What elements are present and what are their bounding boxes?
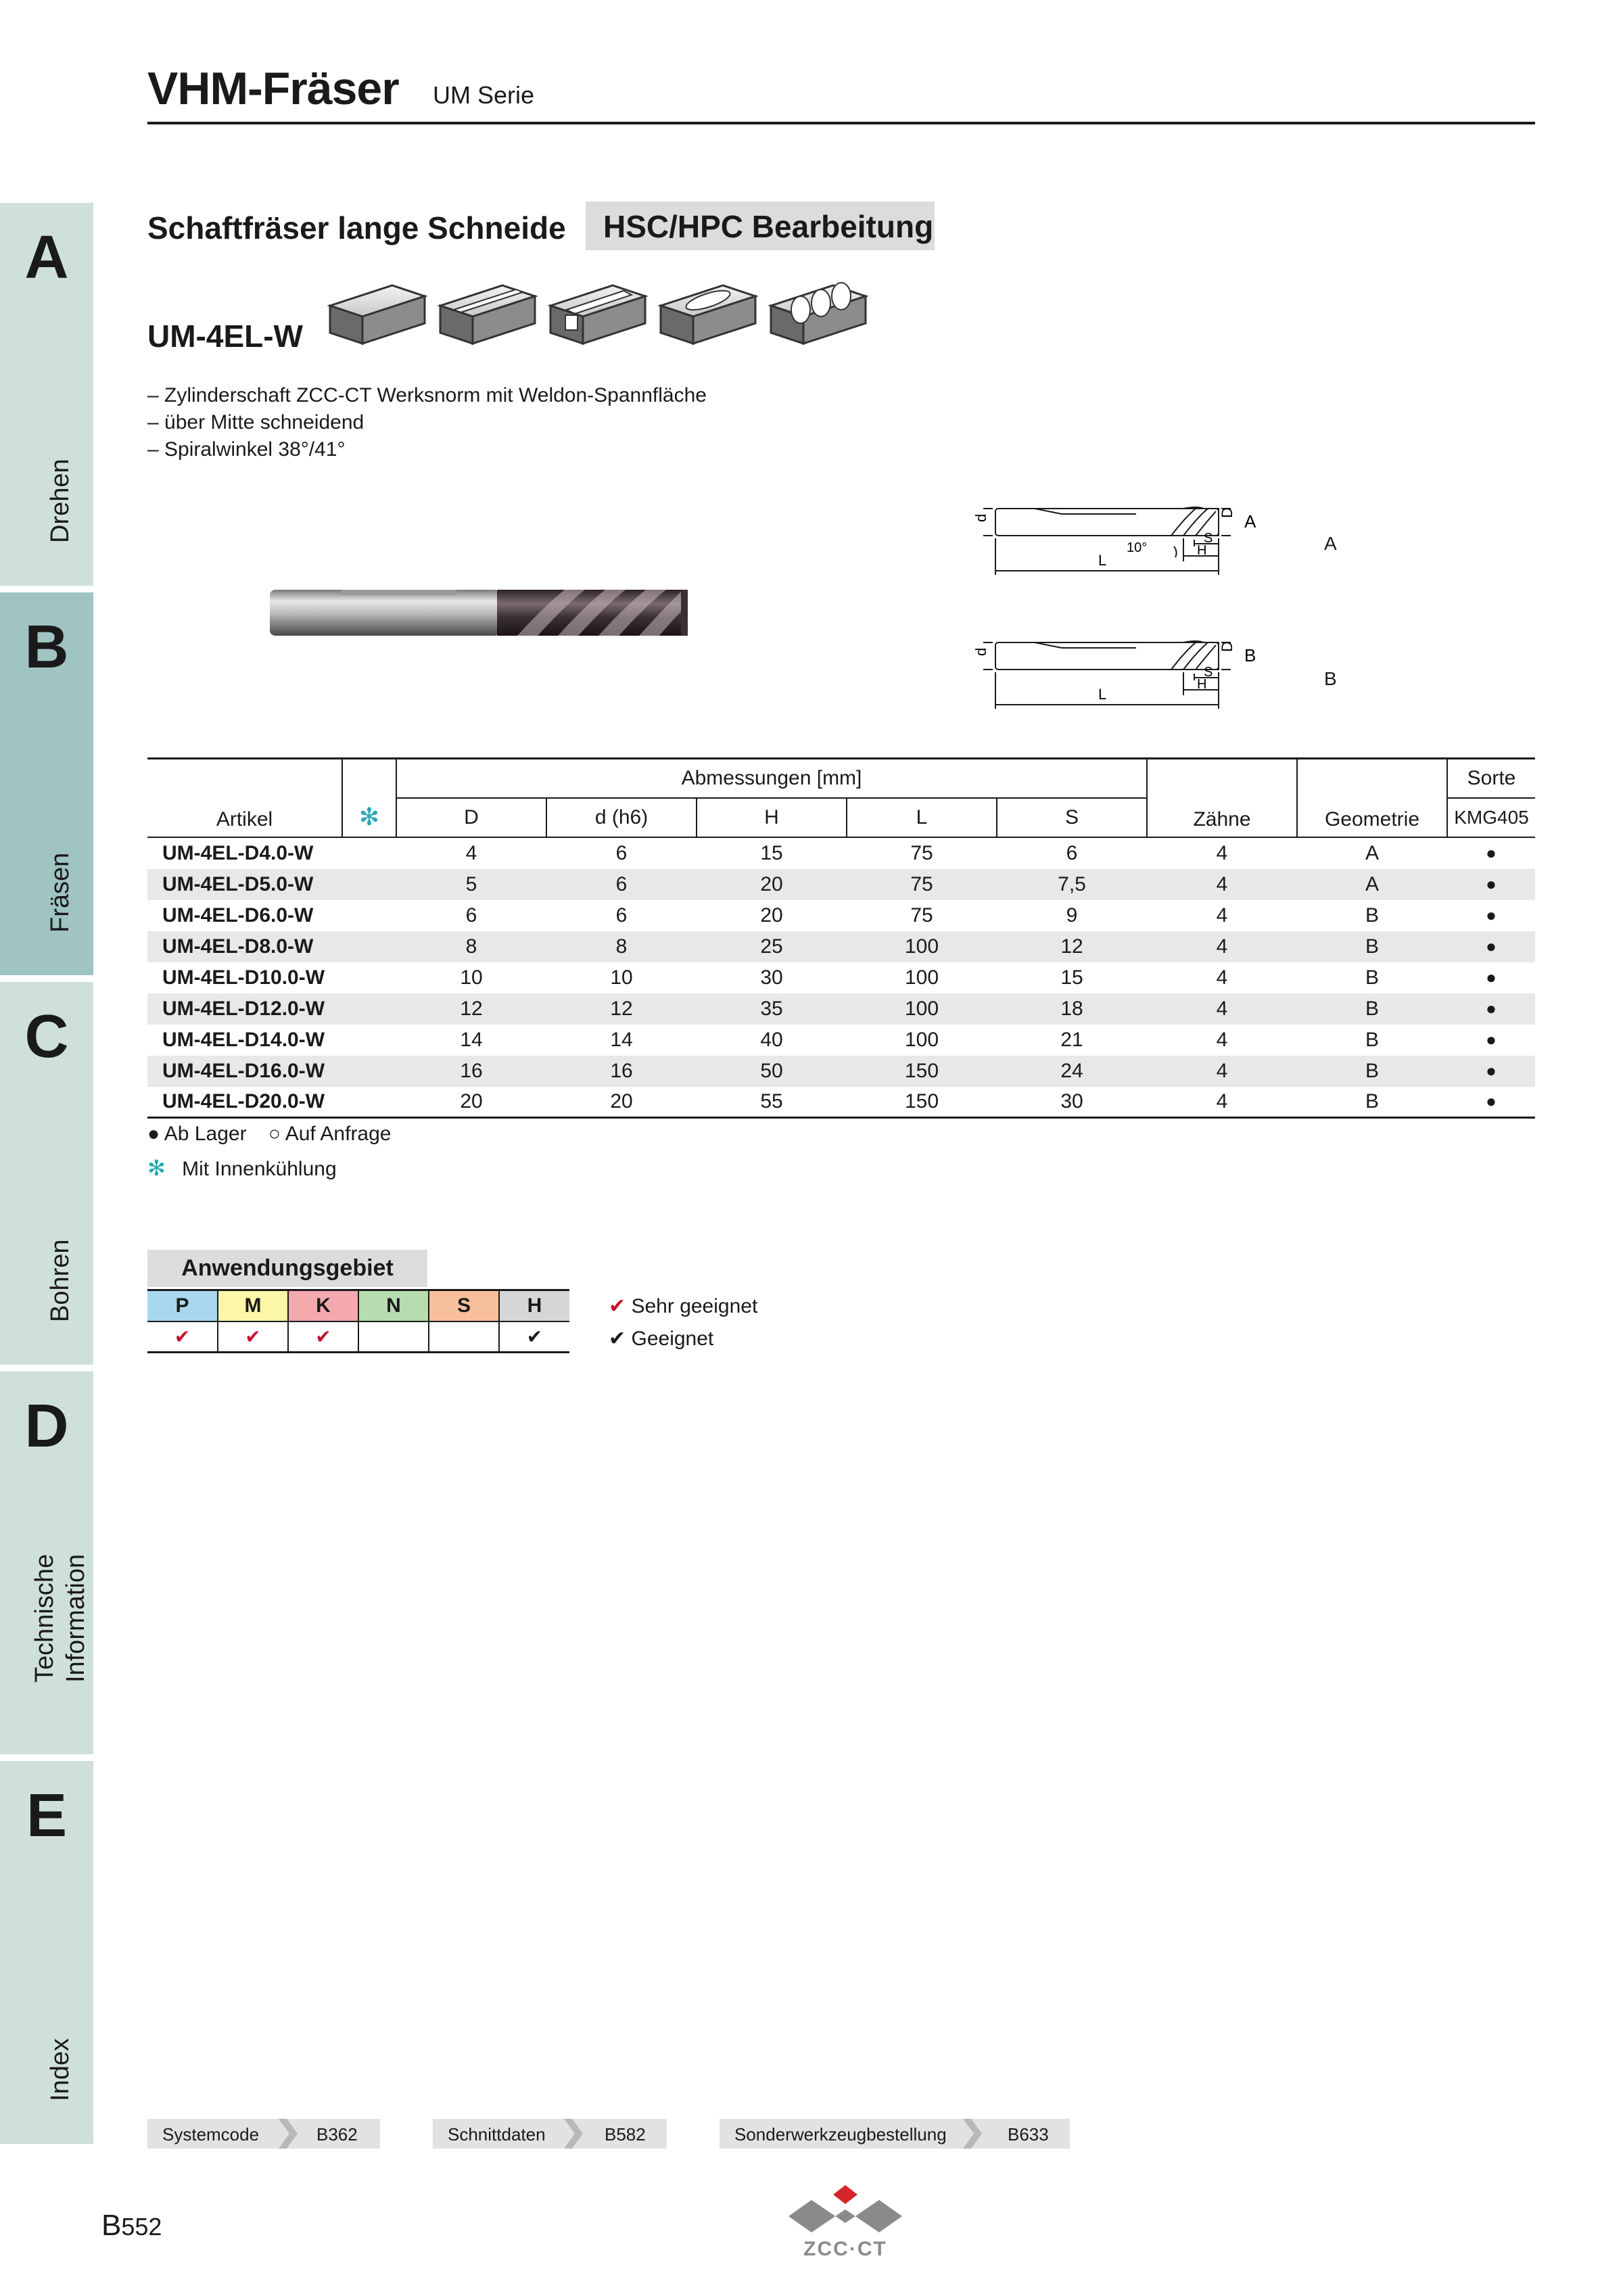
check-black-icon: ✔ <box>609 1328 626 1350</box>
tab-letter: B <box>24 613 69 681</box>
dim-D: D <box>1219 507 1236 518</box>
cell-coolant <box>342 1025 396 1056</box>
col-L: L <box>847 798 997 837</box>
cell-z: 4 <box>1216 904 1228 927</box>
cell-S: 7,5 <box>1058 872 1086 895</box>
col-zaehne: Zähne <box>1147 759 1297 837</box>
product-code: UM-4EL-W <box>147 319 303 354</box>
iso-mark-m: ✔ <box>218 1321 288 1353</box>
cell-z: 4 <box>1216 1059 1228 1082</box>
header-divider <box>147 122 1535 124</box>
dim-S: S <box>1204 531 1213 546</box>
cell-H: 35 <box>760 997 783 1020</box>
coolant-icon: ✻ <box>358 802 380 830</box>
legend-very-suited: ✔ Sehr geeignet <box>609 1295 758 1317</box>
zcc-ct-logo <box>784 2181 906 2262</box>
cell-artikel: UM-4EL-D5.0-W <box>162 872 314 895</box>
feature-item: – über Mitte schneidend <box>147 411 364 434</box>
tab-bohren[interactable] <box>0 982 93 1365</box>
table-row <box>147 900 1535 931</box>
cell-stock: ● <box>1486 967 1497 987</box>
dim-d: d <box>972 647 989 656</box>
cell-d: 20 <box>546 1087 697 1118</box>
cell-geo: A <box>1365 841 1379 864</box>
col-S: S <box>997 798 1147 837</box>
cell-L: 75 <box>910 841 933 864</box>
tab-letter: A <box>24 224 69 291</box>
cell-geo: B <box>1365 935 1379 958</box>
tab-label: Index <box>46 2038 74 2101</box>
table-row <box>147 869 1535 900</box>
col-grade: KMG405 <box>1447 798 1535 837</box>
tab-label: Bohren <box>46 1239 74 1322</box>
cell-H: 30 <box>760 966 783 989</box>
tab-letter: E <box>26 1782 68 1850</box>
iso-grade-k: K <box>288 1290 358 1321</box>
cell-stock: ● <box>1486 1060 1497 1081</box>
dim-S: S <box>1204 665 1213 680</box>
iso-grade-h: H <box>499 1290 569 1321</box>
col-abmessungen: Abmessungen [mm] <box>396 759 1147 798</box>
cell-D: 8 <box>465 935 477 958</box>
cell-d: 6 <box>615 841 628 864</box>
check-red-icon: ✔ <box>609 1295 626 1317</box>
drawing-tag: B <box>1244 645 1256 665</box>
tab-letter: D <box>24 1392 69 1460</box>
cell-d: 8 <box>615 935 628 958</box>
col-geometrie: Geometrie <box>1297 759 1447 837</box>
drawing-geometry-a <box>960 499 1325 580</box>
cell-stock: ● <box>1486 998 1497 1018</box>
chevron-right-icon <box>276 2119 299 2149</box>
cell-d: 6 <box>615 872 628 895</box>
chevron-right-icon <box>960 2119 983 2149</box>
cell-d: 14 <box>610 1028 633 1051</box>
drawing-geometry-b <box>960 633 1325 714</box>
table-row <box>147 1087 1535 1118</box>
pocket-milling-icon <box>661 285 755 344</box>
dim-D: D <box>1219 641 1236 652</box>
iso-grade-p: P <box>147 1290 218 1321</box>
table-row <box>147 1025 1535 1056</box>
iso-mark-k: ✔ <box>288 1321 358 1353</box>
cell-d: 16 <box>610 1059 633 1082</box>
cell-D: 10 <box>460 966 483 989</box>
iso-mark-p: ✔ <box>147 1321 218 1353</box>
table-row <box>147 931 1535 962</box>
cell-S: 6 <box>1066 841 1078 864</box>
iso-mark-s <box>429 1321 499 1353</box>
table-row <box>147 838 1535 869</box>
col-D: D <box>396 798 546 837</box>
application-icons <box>327 271 868 352</box>
cell-H: 20 <box>760 904 783 927</box>
cell-geo: B <box>1365 966 1379 989</box>
end-mill-image <box>267 579 700 647</box>
iso-mark-n <box>358 1321 429 1353</box>
cell-artikel: UM-4EL-D8.0-W <box>162 935 314 958</box>
cell-coolant <box>342 962 396 993</box>
slot-milling-icon <box>550 285 645 344</box>
cell-L: 75 <box>910 872 933 895</box>
cell-geo: B <box>1297 1087 1447 1118</box>
tab-label: Fräsen <box>46 852 74 933</box>
legend-auf-anfrage: ○ Auf Anfrage <box>268 1123 392 1145</box>
shoulder-milling-icon <box>440 285 535 344</box>
tab-label: Drehen <box>46 459 74 543</box>
cell-geo: B <box>1365 997 1379 1020</box>
feature-list <box>147 382 707 463</box>
cell-H: 40 <box>760 1028 783 1051</box>
col-H: H <box>697 798 847 837</box>
col-d: d (h6) <box>546 798 697 837</box>
face-milling-icon <box>330 285 425 344</box>
tab-technische-information[interactable] <box>0 1372 93 1754</box>
series-label: UM Serie <box>433 81 535 109</box>
tab-label: Technische Information <box>30 1553 90 1683</box>
cell-H: 25 <box>760 935 783 958</box>
cell-S: 12 <box>1060 935 1083 958</box>
cell-L: 100 <box>904 1028 939 1051</box>
dim-L: L <box>1098 552 1107 569</box>
page-number: B552 <box>101 2209 162 2242</box>
iso-grade-n: N <box>358 1290 429 1321</box>
plunge-milling-icon <box>771 283 866 344</box>
coolant-icon: ✻ <box>147 1156 166 1180</box>
col-sorte: Sorte <box>1447 759 1535 798</box>
cell-D: 16 <box>460 1059 483 1082</box>
legend-suited: ✔ Geeignet <box>609 1328 714 1350</box>
cell-L: 100 <box>904 997 939 1020</box>
table-row <box>147 993 1535 1025</box>
cell-stock: ● <box>1486 1029 1497 1050</box>
ref-sonderwerkzeug[interactable]: Sonderwerkzeugbestellung B633 <box>720 2119 1070 2149</box>
cell-D: 5 <box>465 872 477 895</box>
cell-H: 15 <box>760 841 783 864</box>
application-area-title: Anwendungsgebiet <box>147 1250 427 1287</box>
cell-L: 150 <box>847 1087 997 1118</box>
cell-H: 55 <box>697 1087 847 1118</box>
section-title: Schaftfräser lange Schneide <box>147 210 566 245</box>
dim-L: L <box>1098 686 1107 703</box>
cell-stock: ● <box>1447 1087 1535 1118</box>
cell-D: 20 <box>396 1087 546 1118</box>
table-row <box>147 962 1535 993</box>
cell-coolant <box>342 869 396 900</box>
cell-geo: B <box>1365 904 1379 927</box>
cell-artikel: UM-4EL-D12.0-W <box>162 997 325 1020</box>
feature-item: – Zylinderschaft ZCC-CT Werksnorm mit Weldon-Spannfläche <box>147 384 707 406</box>
iso-grade-table <box>147 1289 569 1353</box>
dim-H: H <box>1197 677 1207 692</box>
ref-systemcode[interactable]: Systemcode B362 <box>147 2119 380 2149</box>
legend-innenkuehlung: Mit Innenkühlung <box>182 1158 337 1180</box>
iso-mark-h: ✔ <box>499 1321 569 1353</box>
cell-geo: B <box>1365 1028 1379 1051</box>
cell-z: 4 <box>1216 997 1228 1020</box>
cell-coolant <box>342 838 396 869</box>
dim-d: d <box>972 513 989 522</box>
cell-L: 150 <box>904 1059 939 1082</box>
tab-index[interactable] <box>0 1761 93 2144</box>
cell-stock: ● <box>1486 874 1497 894</box>
tab-letter: C <box>24 1003 69 1071</box>
iso-grade-s: S <box>429 1290 499 1321</box>
cell-D: 6 <box>465 904 477 927</box>
cell-L: 100 <box>904 935 939 958</box>
cell-z: 4 <box>1216 872 1228 895</box>
cell-coolant <box>342 993 396 1025</box>
col-coolant <box>342 759 396 837</box>
page-title: VHM-Fräser <box>147 63 399 114</box>
cell-d: 6 <box>615 904 628 927</box>
cell-S: 15 <box>1060 966 1083 989</box>
iso-grade-m: M <box>218 1290 288 1321</box>
cell-geo: B <box>1365 1059 1379 1082</box>
stock-legend <box>147 1123 392 1146</box>
drawing-tag: A <box>1244 511 1256 532</box>
dim-H: H <box>1197 543 1207 558</box>
coolant-legend <box>147 1155 337 1181</box>
cell-artikel: UM-4EL-D6.0-W <box>162 904 314 927</box>
cell-artikel: UM-4EL-D20.0-W <box>147 1087 342 1118</box>
cell-S: 9 <box>1066 904 1078 927</box>
machining-badge: HSC/HPC Bearbeitung <box>586 202 935 250</box>
cell-d: 10 <box>610 966 633 989</box>
cell-artikel: UM-4EL-D4.0-W <box>162 841 314 864</box>
cell-S: 21 <box>1060 1028 1083 1051</box>
cell-L: 75 <box>910 904 933 927</box>
cell-artikel: UM-4EL-D16.0-W <box>162 1059 325 1082</box>
cell-H: 20 <box>760 872 783 895</box>
cell-artikel: UM-4EL-D10.0-W <box>162 966 325 989</box>
dim-angle: 10° <box>1127 540 1148 555</box>
geometry-label-b: B <box>1324 668 1337 689</box>
chevron-right-icon <box>561 2119 584 2149</box>
tab-fraesen[interactable] <box>0 592 93 975</box>
table-row <box>147 1056 1535 1087</box>
cell-S: 24 <box>1060 1059 1083 1082</box>
ref-schnittdaten[interactable]: Schnittdaten B582 <box>433 2119 667 2149</box>
cell-z: 4 <box>1216 841 1228 864</box>
cell-S: 30 <box>997 1087 1147 1118</box>
cell-D: 4 <box>465 841 477 864</box>
cell-z: 4 <box>1147 1087 1297 1118</box>
cell-artikel: UM-4EL-D14.0-W <box>162 1028 325 1051</box>
spec-table <box>147 757 1535 1119</box>
cell-z: 4 <box>1216 966 1228 989</box>
cell-stock: ● <box>1486 936 1497 956</box>
cell-D: 12 <box>460 997 483 1020</box>
logo-text: ZCC·CT <box>803 2238 887 2260</box>
legend-ab-lager: ● Ab Lager <box>147 1123 247 1145</box>
cell-stock: ● <box>1486 905 1497 925</box>
geometry-label-a: A <box>1324 533 1337 554</box>
cell-coolant <box>342 1087 396 1118</box>
cell-geo: A <box>1365 872 1379 895</box>
cell-coolant <box>342 1056 396 1087</box>
col-artikel: Artikel <box>147 759 342 837</box>
cell-stock: ● <box>1486 843 1497 863</box>
cell-z: 4 <box>1216 1028 1228 1051</box>
cell-coolant <box>342 931 396 962</box>
cell-H: 50 <box>760 1059 783 1082</box>
cell-S: 18 <box>1060 997 1083 1020</box>
cell-D: 14 <box>460 1028 483 1051</box>
tab-drehen[interactable] <box>0 203 93 586</box>
cell-z: 4 <box>1216 935 1228 958</box>
cell-L: 100 <box>904 966 939 989</box>
cell-d: 12 <box>610 997 633 1020</box>
cell-coolant <box>342 900 396 931</box>
feature-item: – Spiralwinkel 38°/41° <box>147 438 346 461</box>
